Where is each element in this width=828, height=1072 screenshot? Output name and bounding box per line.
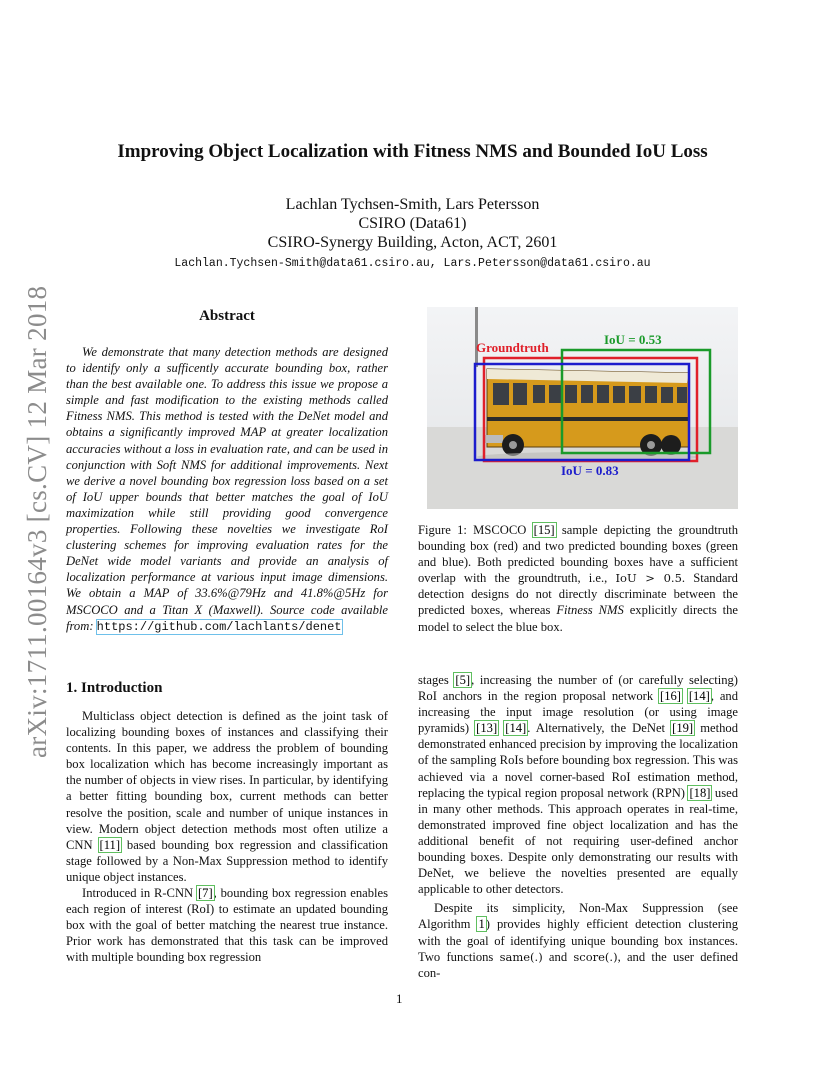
affiliation-line-1: CSIRO (Data61) [358,215,467,232]
figure-image [427,307,738,509]
citation-link[interactable]: [11] [99,837,121,852]
right-column-body [418,672,738,981]
citation-link[interactable]: [14] [505,721,527,736]
iou-blue-label: IoU = 0.83 [561,463,619,478]
citation-link[interactable]: [19] [672,721,694,736]
intro-paragraph-1: Multiclass object detection is defined as the joint task of localizing bounding boxes of instances and classifying their contents. In this paper, we address the problem of bounding box localization which has become increasingly important as the number of objects in view rises. In particular, by identifying a better fitting bounding box, current methods can better resolve the position, scale and number of unique instances in view. Modern object detection methods most often utilize a CNN [11] based bounding box regression and classification stage followed by a Non-Max Suppression method to identify unique object instances. [66,709,388,884]
intro-body [66,708,388,966]
abstract-heading: Abstract [199,308,255,324]
citation-link[interactable]: [18] [689,785,711,800]
citation-link[interactable]: [14] [688,689,710,704]
citation-link[interactable]: [16] [660,689,681,704]
caption-text: . Standard detection designs do not directly discriminate between the predicted boxes, whereas [418,571,738,618]
author-list: Lachlan Tychsen-Smith, Lars Petersson [285,196,540,213]
caption-math: IoU > 0.5 [615,571,682,586]
right-paragraph-2: Despite its simplicity, Non-Max Suppression (see Algorithm 1) provides highly efficient detection clustering with the goal of identifying unique bounding box instances. Two functions same(.) and score(.), and the user defined con- [418,901,739,980]
groundtruth-label: Groundtruth [476,340,549,355]
figure-caption [418,522,738,635]
paper-title: Improving Object Localization with Fitness NMS and Bounded IoU Loss [117,141,708,162]
citation-link[interactable]: [7] [197,886,213,901]
abstract-body [66,344,388,635]
abstract-text: We demonstrate that many detection methods are designed to identify only a sufficently accurate bounding box, rather than the best available one. To address this issue we propose a simple and fast modification to the existing methods called Fitness NMS. This method is tested with the DeNet model and obtains a significantly improved MAP at greater localization accuracies without a loss in evaluation rate, and can be used in conjunction with Soft NMS for additional improvements. Next we derive a novel bounding box regression loss based on a set of IoU upper bounds that better matches the goal of IoU maximization while still providing good convergence properties. Following these novelties we investigate RoI clustering schemes for improving evaluation rates for the DeNet wide model variants and provide an analysis of localization performance at various input image dimensions. We obtain a MAP of 33.6%@79Hz and 41.8%@5Hz for MSCOCO and a Titan X (Maxwell). Source code available from: [66,345,388,633]
affiliation-line-2: CSIRO-Synergy Building, Acton, ACT, 2601 [267,234,558,251]
arxiv-identifier: arXiv:1711.00164v3 [cs.CV] 12 Mar 2018 [22,285,52,758]
section-heading-introduction: 1. Introduction [66,680,163,696]
author-emails: Lachlan.Tychsen-Smith@data61.csiro.au, Lars.Petersson@data61.csiro.au [174,257,651,270]
intro-paragraph-2: Introduced in R-CNN [7], bounding box regression enables each region of interest (RoI) to estimate an updated bounding box with the goal of better matching the nearest true instance. Prior work has demonstrated that this task can be improved with multiple bounding box regression [66,886,388,965]
page-number: 1 [396,991,403,1006]
iou-green-label: IoU = 0.53 [604,332,662,347]
citation-link[interactable]: [13] [476,721,498,736]
right-paragraph-1: stages [5], increasing the number of (or carefully selecting) RoI anchors in the region proposal network [16] [14], and increasing the input image resolution (or using image pyramids) [13] [14]. Alternatively, the DeNet [19] method demonstrated enhanced precision by improving the localization of the sampling RoIs before bounding box regression. This was achieved via a novel corner-based RoI estimation method, replacing the typical region proposal network (RPN) [18] used in many other methods. This approach operates in real-time, demonstrated improved fine object localization and has the additional benefit of not requiring user-defined anchor bounding boxes. Despite only demonstrating our results with DeNet, we believe the novelties presented are equally applicable to other detectors. [418,673,739,897]
citation-link[interactable]: [15] [533,523,555,537]
caption-text: explicitly directs the model to select the blue box. [418,603,738,634]
caption-text: sample depicting the groundtruth bounding box (red) and two predicted bounding boxes (green and blue). Both predicted bounding boxes have a sufficient overlap with the groundtruth, i.e., [418,523,738,586]
caption-text: Figure 1: MSCOCO [418,523,533,537]
caption-emphasis: Fitness NMS [556,603,624,618]
source-code-link[interactable]: https://github.com/lachlants/denet [96,619,342,634]
algorithm-link[interactable]: 1 [478,917,485,932]
citation-link[interactable]: [5] [455,673,471,687]
